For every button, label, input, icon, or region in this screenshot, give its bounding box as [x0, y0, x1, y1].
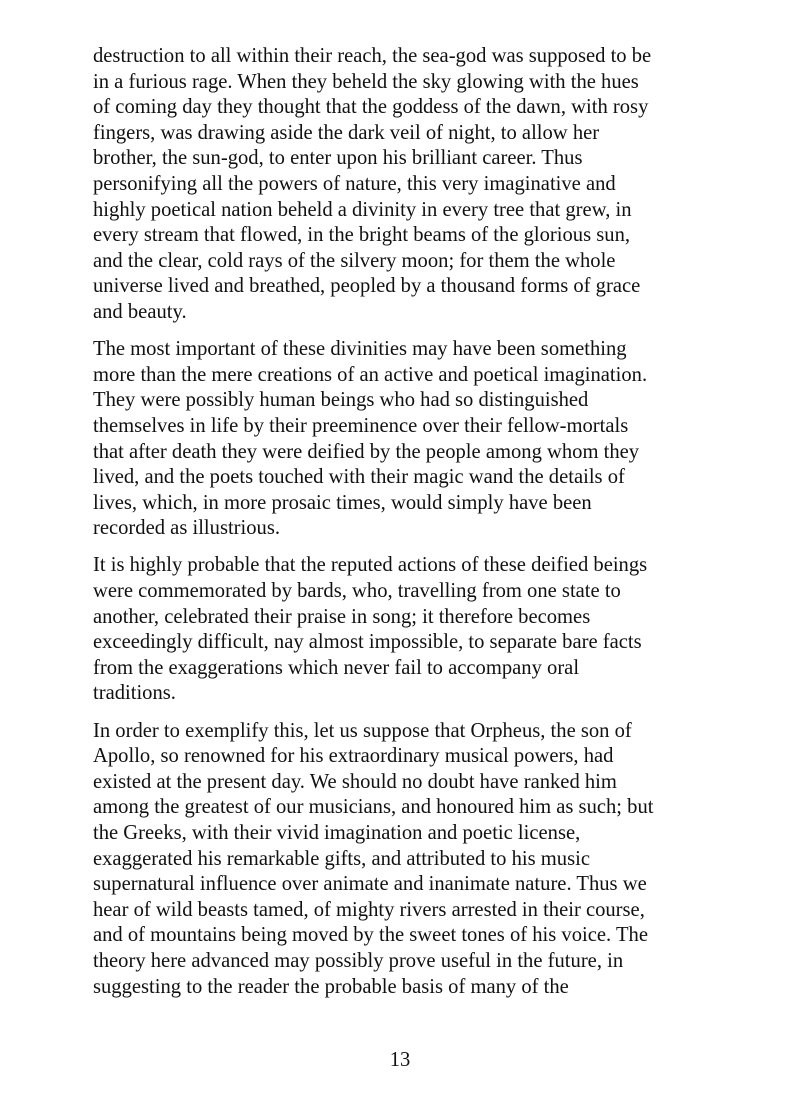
- text-line: from the exaggerations which never fail to accompany oral: [93, 656, 580, 679]
- text-line: exaggerated his remarkable gifts, and attributed to his music: [93, 847, 590, 870]
- text-line: another, celebrated their praise in song; it therefore becomes: [93, 605, 591, 628]
- text-line: highly poetical nation beheld a divinity in every tree that grew, in: [93, 198, 632, 221]
- text-line: brother, the sun-god, to enter upon his brilliant career. Thus: [93, 147, 583, 170]
- text-line: fingers, was drawing aside the dark veil of night, to allow her: [93, 121, 600, 144]
- text-line: exceedingly difficult, nay almost impossible, to separate bare facts: [93, 631, 642, 654]
- text-line: recorded as illustrious.: [93, 517, 281, 540]
- text-line: It is highly probable that the reputed actions of these deified beings: [93, 554, 648, 577]
- text-line: and of mountains being moved by the sweet tones of his voice. The: [93, 924, 648, 947]
- text-line: existed at the present day. We should no doubt have ranked him: [93, 770, 617, 793]
- text-line: supernatural influence over animate and inanimate nature. Thus we: [93, 873, 647, 896]
- text-line: personifying all the powers of nature, this very imaginative and: [93, 172, 616, 195]
- page-number: 13: [389, 1049, 411, 1071]
- text-line: suggesting to the reader the probable basis of many of the: [93, 975, 569, 998]
- text-line: hear of wild beasts tamed, of mighty rivers arrested in their course,: [93, 898, 645, 921]
- text-line: In order to exemplify this, let us suppose that Orpheus, the son of: [93, 719, 632, 742]
- text-line: lived, and the poets touched with their magic wand the details of: [93, 466, 625, 489]
- text-line: in a furious rage. When they beheld the sky glowing with the hues: [93, 70, 639, 93]
- text-line: and the clear, cold rays of the silvery moon; for them the whole: [93, 249, 616, 272]
- text-line: destruction to all within their reach, the sea-god was supposed to be: [93, 45, 652, 67]
- text-line: of coming day they thought that the goddess of the dawn, with rosy: [93, 96, 649, 119]
- text-line: every stream that flowed, in the bright beams of the glorious sun,: [93, 224, 631, 247]
- text-line: theory here advanced may possibly prove useful in the future, in: [93, 949, 624, 972]
- text-line: among the greatest of our musicians, and honoured him as such; but: [93, 796, 654, 819]
- paragraph-4: [93, 719, 713, 1001]
- text-line: more than the mere creations of an active and poetical imagination.: [93, 363, 648, 386]
- text-line: that after death they were deified by the people among whom they: [93, 440, 640, 463]
- body-text: [93, 44, 713, 1012]
- paragraph-1: [93, 44, 713, 326]
- text-line: universe lived and breathed, peopled by a thousand forms of grace: [93, 275, 641, 298]
- text-line: were commemorated by bards, who, travelling from one state to: [93, 580, 621, 603]
- text-line: and beauty.: [93, 300, 187, 323]
- text-line: Apollo, so renowned for his extraordinary musical powers, had: [93, 745, 614, 768]
- paragraph-2: [93, 337, 713, 542]
- paragraph-3: [93, 553, 713, 707]
- text-line: traditions.: [93, 682, 176, 705]
- text-line: The most important of these divinities may have been something: [93, 338, 627, 361]
- text-line: themselves in life by their preeminence over their fellow-mortals: [93, 414, 629, 437]
- text-line: the Greeks, with their vivid imagination and poetic license,: [93, 822, 581, 844]
- text-line: lives, which, in more prosaic times, would simply have been: [93, 491, 592, 514]
- text-line: They were possibly human beings who had so distinguished: [93, 389, 589, 412]
